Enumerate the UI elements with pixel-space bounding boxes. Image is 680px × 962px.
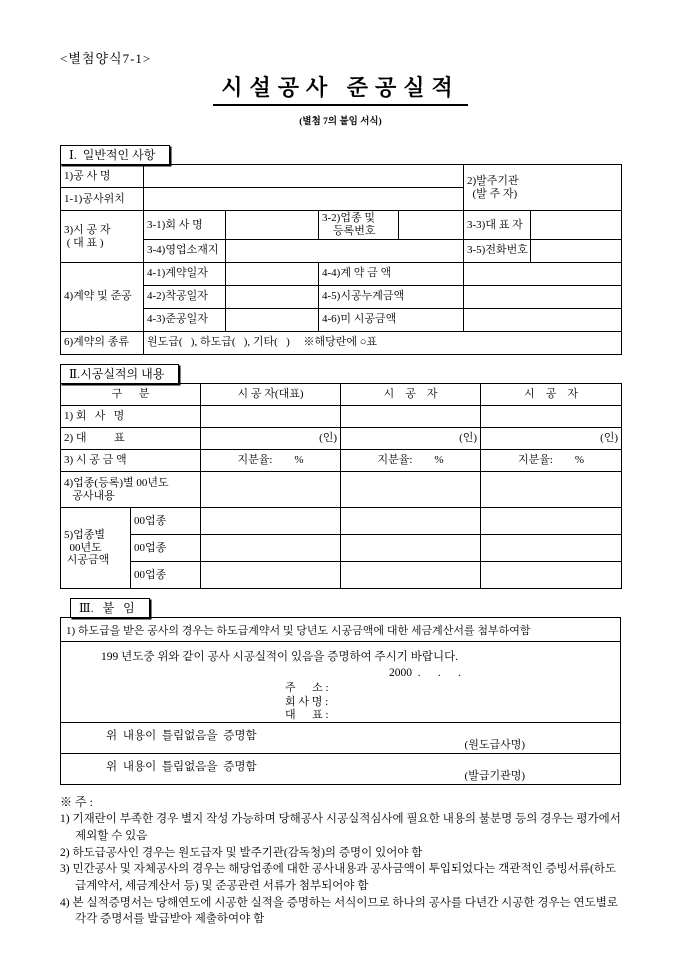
column-contractor-2: 시 공 자 — [341, 384, 481, 406]
biztype-field-1c — [481, 508, 622, 535]
certify-text-2: 위 내용이 틀림없음을 증명함 — [106, 761, 257, 774]
column-contractor-3: 시 공 자 — [481, 384, 622, 406]
contract-group-label: 4)계약 및 준공 — [61, 262, 144, 331]
work-location-label: 1-1)공사위치 — [61, 188, 144, 211]
certify-row-contractor — [61, 722, 620, 753]
biztype-field-3c — [481, 562, 622, 589]
work-content-label-line1: 4)업종(등록)별 00년도 — [64, 476, 169, 489]
client-label-line2: (발 주 자) — [467, 187, 518, 200]
share-ratio-3: 지분율: % — [481, 450, 622, 472]
footnotes-marker: ※ 주 : — [60, 795, 93, 810]
footnote-3: 3) 민간공사 및 자체공사의 경우는 해당업종에 대한 공사내용과 공사금액이 투입되었다는 객관적인 증빙서류(하도급계약서, 세금계산서 등) 및 준공관련 서류가 첨부되어야 함 — [60, 863, 617, 893]
column-contractor-rep: 시 공 자(대표) — [201, 384, 341, 406]
biztype-field-3a — [201, 562, 341, 589]
seal-mark-1: (인) — [201, 428, 341, 450]
start-date-field — [226, 285, 319, 308]
office-location-label: 3-4)영업소재지 — [144, 239, 226, 262]
work-name-field — [144, 165, 464, 188]
share-ratio-2: 지분율: % — [341, 450, 481, 472]
cumulative-amount-label: 4-5)시공누계금액 — [319, 285, 464, 308]
certify-text-1: 위 내용이 틀림없음을 증명함 — [106, 730, 257, 743]
business-type-field — [399, 211, 464, 239]
company-name-field — [226, 211, 319, 239]
footnote-4: 4) 본 실적증명서는 당해연도에 시공한 실적을 증명하는 서식이므로 하나의 공사를 다년간 시공한 경우는 연도별로 각각 증명서를 발급받아 제출하여야 함 — [60, 896, 618, 926]
biztype-field-3b — [341, 562, 481, 589]
table-row — [61, 508, 622, 535]
table-row — [61, 472, 622, 508]
representative-row-label: 2) 대 표 — [61, 428, 201, 450]
biztype-sub-label-3: 00업종 — [131, 562, 201, 589]
performance-table — [60, 383, 622, 589]
date-line: 2000 . . . — [389, 667, 461, 680]
company-field-1 — [201, 406, 341, 428]
by-biztype-label-line1: 5)업종별 — [64, 529, 106, 542]
cumulative-amount-field — [464, 285, 622, 308]
client-label — [464, 165, 622, 211]
client-label-line1: 2)발주기관 — [467, 175, 519, 188]
biztype-field-1b — [341, 508, 481, 535]
company-field-2 — [341, 406, 481, 428]
certification-request-block — [61, 642, 620, 722]
biztype-sub-label-2: 00업종 — [131, 535, 201, 562]
table-row — [61, 165, 622, 188]
general-info-table — [60, 164, 622, 354]
certify-signer-2: (발급기관명) — [464, 770, 525, 783]
work-content-field-3 — [481, 472, 622, 508]
column-category: 구 분 — [61, 384, 201, 406]
office-location-field — [226, 239, 464, 262]
company-label: 회 사 명 : — [285, 695, 329, 708]
representative-field — [531, 211, 622, 239]
table-row — [61, 211, 622, 239]
completion-date-label: 4-3)준공일자 — [144, 308, 226, 331]
business-type-label — [319, 211, 399, 239]
contract-amount-label: 4-4)계 약 금 액 — [319, 262, 464, 285]
company-field-3 — [481, 406, 622, 428]
address-label: 주 소 : — [285, 682, 329, 695]
page-title: 시설공사 준공실적 — [213, 71, 468, 106]
start-date-label: 4-2)착공일자 — [144, 285, 226, 308]
footnotes — [60, 793, 622, 928]
section3-heading: Ⅲ. 붙 임 — [70, 598, 150, 618]
work-content-field-2 — [341, 472, 481, 508]
representative-label: 3-3)대 표 자 — [464, 211, 531, 239]
work-name-label: 1)공 사 명 — [61, 165, 144, 188]
table-row — [61, 308, 622, 331]
unconstructed-amount-field — [464, 308, 622, 331]
company-name-label: 3-1)회 사 명 — [144, 211, 226, 239]
footnote-2: 2) 하도급공사인 경우는 원도급자 및 발주기관(감독청)의 증명이 있어야 함 — [60, 846, 423, 859]
contract-date-field — [226, 262, 319, 285]
phone-label: 3-5)전화번호 — [464, 239, 531, 262]
seal-mark-3: (인) — [481, 428, 622, 450]
table-row — [61, 331, 622, 354]
biztype-field-2a — [201, 535, 341, 562]
company-row-label: 1) 회 사 명 — [61, 406, 201, 428]
table-row — [61, 239, 622, 262]
certify-signer-1: (원도급사명) — [464, 739, 525, 752]
table-row — [61, 406, 622, 428]
table-row — [61, 450, 622, 472]
work-content-label-line2: 공사내용 — [64, 489, 115, 502]
unconstructed-amount-label: 4-6)미 시공금액 — [319, 308, 464, 331]
contractor-label-line2: ( 대 표 ) — [64, 236, 104, 249]
biztype-field-1a — [201, 508, 341, 535]
contract-type-label: 6)계약의 종류 — [61, 331, 144, 354]
page-subtitle: (별첨 7의 붙임 서식) — [299, 117, 382, 127]
contract-amount-field — [464, 262, 622, 285]
representative-label-2: 대 표 : — [285, 709, 329, 722]
seal-mark-2: (인) — [341, 428, 481, 450]
contract-type-options: 원도급( ), 하도급( ), 기타( ) ※해당란에 ○표 — [144, 331, 622, 354]
section1-heading: Ⅰ. 일반적인 사항 — [60, 145, 170, 165]
by-biztype-label-line2: 00년도 — [64, 541, 102, 554]
table-row — [61, 285, 622, 308]
business-type-label-line2: 등록번호 — [322, 225, 376, 238]
work-location-field — [144, 188, 464, 211]
biztype-field-2b — [341, 535, 481, 562]
table-row — [61, 262, 622, 285]
applicant-info — [285, 682, 329, 722]
attachment-box — [60, 617, 621, 785]
section2-heading: Ⅱ.시공실적의 내용 — [60, 364, 179, 384]
business-type-label-line1: 3-2)업종 및 — [322, 212, 375, 225]
footnote-1: 1) 기재란이 부족한 경우 별지 작성 가능하며 당해공사 시공실적심사에 필요한 내용의 불분명 등의 경우는 평가에서 제외할 수 있음 — [60, 813, 621, 843]
by-biztype-label-line3: 시공금액 — [64, 554, 110, 567]
form-number: <별첨양식7-1> — [60, 51, 152, 66]
table-row — [61, 535, 622, 562]
title-row — [60, 71, 621, 106]
contract-date-label: 4-1)계약일자 — [144, 262, 226, 285]
contractor-label — [61, 211, 144, 262]
biztype-sub-label-1: 00업종 — [131, 508, 201, 535]
table-header-row — [61, 384, 622, 406]
completion-date-field — [226, 308, 319, 331]
phone-field — [531, 239, 622, 262]
work-content-row-label — [61, 472, 201, 508]
certification-statement: 199 년도중 위와 같이 공사 시공실적이 있음을 증명하여 주시기 바랍니다. — [101, 651, 459, 664]
attachment-note: 1) 하도급을 받은 공사의 경우는 하도급계약서 및 당년도 시공금액에 대한 세금계산서를 첨부하여함 — [61, 618, 620, 642]
contractor-label-line1: 3)시 공 자 — [64, 223, 111, 236]
share-ratio-1: 지분율: % — [201, 450, 341, 472]
biztype-field-2c — [481, 535, 622, 562]
work-content-field-1 — [201, 472, 341, 508]
certify-row-agency — [61, 753, 620, 784]
table-row — [61, 562, 622, 589]
by-biztype-row-label — [61, 508, 131, 589]
amount-row-label: 3) 시 공 금 액 — [61, 450, 201, 472]
table-row — [61, 428, 622, 450]
